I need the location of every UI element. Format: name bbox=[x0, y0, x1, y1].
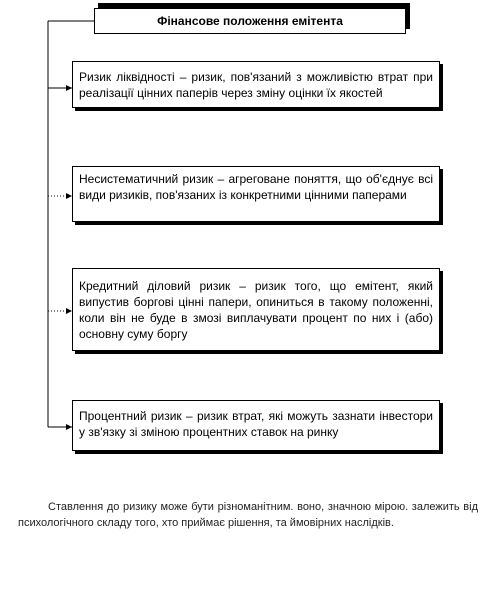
node-text-unsystematic: Несистематичний ризик – агреговане поняття, що об'єднує всі види ризиків, пов'язаних із конкретними цінними паперами bbox=[79, 172, 433, 202]
node-text-liquidity: Ризик ліквідності – ризик, пов'язаний з можливістю втрат при реалізації цінних паперів через зміну оцінки їх якостей bbox=[79, 70, 433, 100]
node-unsystematic bbox=[72, 166, 440, 222]
node-text-interest: Процентний ризик – ризик втрат, які можуть зазнати інвестори у зв'язку зі зміною процентних ставок на ринку bbox=[79, 409, 433, 439]
node-credit bbox=[72, 268, 440, 351]
node-liquidity bbox=[72, 61, 440, 108]
caption-paragraph: Ставлення до ризику може бути різноманітним. воно, значною мірою. залежить від психологічного складу того, хто приймає рішення, та ймовірних наслідків. bbox=[18, 501, 478, 529]
node-interest bbox=[72, 400, 440, 451]
node-text-credit: Кредитний діловий ризик – ризик того, що емітент, який випустив боргові цінні папери, опиниться в такому положенні, коли він не буде в змозі виплачувати процент по них і (або) основну суму боргу bbox=[79, 279, 433, 341]
header-box bbox=[94, 8, 406, 34]
header-title: Фінансове положення емітента bbox=[157, 14, 343, 28]
